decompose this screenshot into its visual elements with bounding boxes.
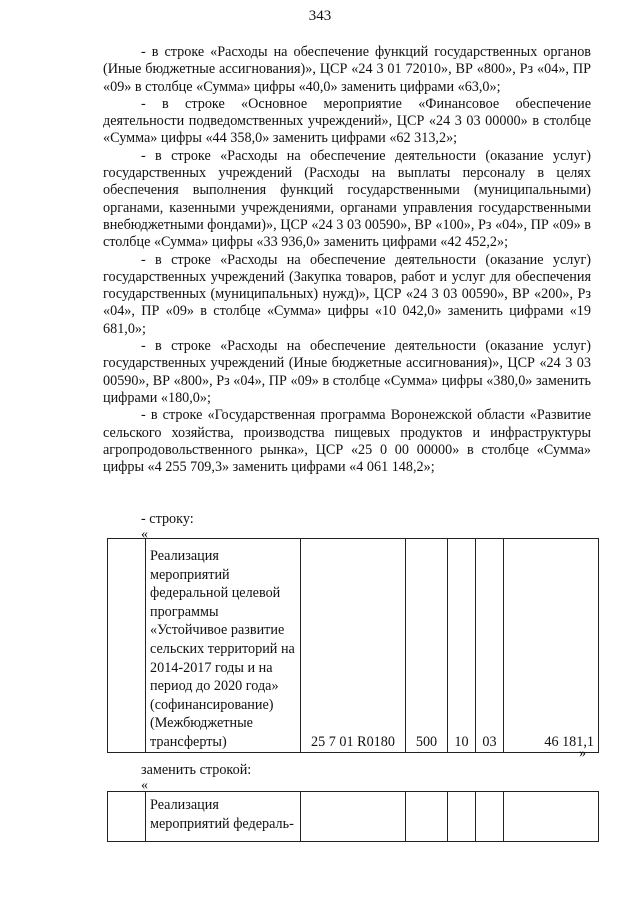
row-index-cell (108, 792, 146, 842)
table-row (108, 539, 599, 753)
csr-cell (301, 792, 406, 842)
open-quote: « (141, 778, 148, 793)
open-quote: « (141, 527, 148, 542)
new-budget-row-table (107, 791, 599, 842)
row-index-cell (108, 539, 146, 753)
vr-cell: 500 (406, 539, 448, 753)
amendment-paragraph: - в строке «Расходы на обеспечение деятельности (оказание услуг) государственных учреждений (Расходы на выплаты персоналу в целях обеспечения выполнения функций государственными (муниципальными) органами, казенными учреждениями, органами управления государственными внебюджетными фондами)», ЦСР «24 3 03 00590», ВР «100», Рз «04», ПР «09» в столбце «Сумма» цифры «33 936,0» заменить цифрами «42 452,2»; (103, 147, 591, 251)
amendment-paragraph: - в строке «Расходы на обеспечение деятельности (оказание услуг) государственных учреждений (Закупка товаров, работ и услуг для обеспечения государственных (муниципальных) нужд)», ЦСР «24 3 03 00590», ВР «200», Рз «04», ПР «09» в столбце «Сумма» цифры «10 042,0» заменить цифрами «19 681,0»; (103, 251, 591, 337)
amendment-paragraph: - в строке «Основное мероприятие «Финансовое обеспечение деятельности подведомственных учреждений», ЦСР «24 3 03 00000» в столбце «Сумма» цифры «44 358,0» заменить цифрами «62 313,2»; (103, 95, 591, 147)
page-number: 343 (308, 8, 332, 24)
csr-cell: 25 7 01 R0180 (301, 539, 406, 753)
replace-label: заменить строкой: (141, 762, 252, 778)
amendment-text (103, 44, 591, 476)
amendment-paragraph: - в строке «Государственная программа Воронежской области «Развитие сельского хозяйства, производства пищевых продуктов и инфраструктуры агропродовольственного рынка», ЦСР «25 0 00 00000» в столбце «Сумма» цифры «4 255 709,3» заменить цифрами «4 061 148,2»; (103, 407, 591, 476)
vr-cell (406, 792, 448, 842)
sum-cell: 46 181,1 (504, 539, 599, 753)
amendment-paragraph: - в строке «Расходы на обеспечение деятельности (оказание услуг) государственных учреждений (Иные бюджетные ассигнования)», ЦСР «24 3 03 00590», ВР «800», Рз «04», ПР «09» в столбце «Сумма» цифры «380,0» заменить цифрами «180,0»; (103, 338, 591, 406)
rz-cell: 10 (448, 539, 476, 753)
item-name-cell: Реализация мероприятий федераль- (146, 792, 301, 842)
item-name-cell: Реализация мероприятий федеральной целевой программы «Устойчивое развитие сельских территорий на 2014-2017 годы и на период до 2020 года» (софинансирование) (Межбюджетные трансферты) (146, 539, 301, 753)
rz-cell (448, 792, 476, 842)
pr-cell (476, 792, 504, 842)
row-label: - строку: (141, 511, 194, 527)
table-row (108, 792, 599, 842)
old-budget-row-table (107, 538, 599, 753)
pr-cell: 03 (476, 539, 504, 753)
amendment-paragraph: - в строке «Расходы на обеспечение функций государственных органов (Иные бюджетные ассигнования)», ЦСР «24 3 01 72010», ВР «800», Рз «04», ПР «09» в столбце «Сумма» цифры «40,0» заменить цифрами «63,0»; (103, 44, 591, 95)
sum-cell (504, 792, 599, 842)
close-quote: » (579, 746, 586, 761)
